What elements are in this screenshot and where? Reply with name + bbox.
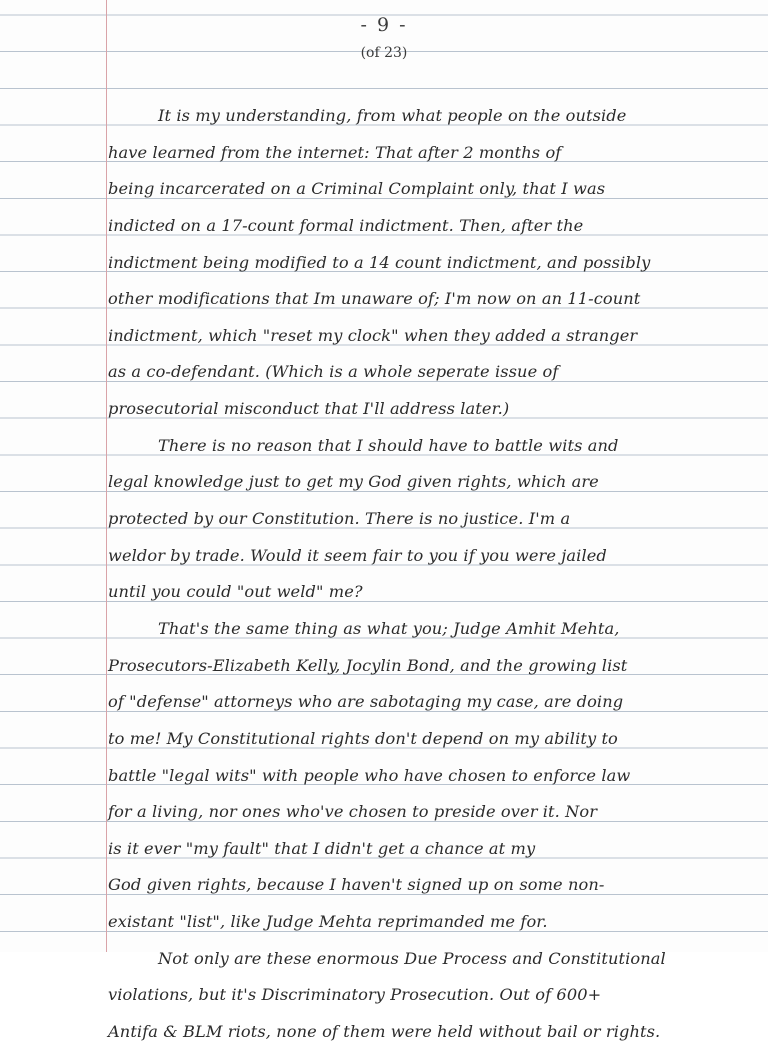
red-margin-line — [106, 0, 107, 952]
text-line: battle "legal wits" with people who have chosen to enforce law — [108, 765, 631, 785]
page-total: (of 23) — [360, 45, 408, 61]
text-line: That's the same thing as what you; Judge Amhit Mehta, — [158, 618, 620, 638]
text-line: is it ever "my fault" that I didn't get a chance at my — [108, 838, 536, 858]
text-line: indictment being modified to a 14 count indictment, and possibly — [108, 252, 651, 272]
text-line: prosecutorial misconduct that I'll address later.) — [108, 399, 510, 419]
text-line: Not only are these enormous Due Process and Constitutional — [158, 948, 666, 968]
text-line: to me! My Constitutional rights don't depend on my ability to — [108, 728, 618, 748]
text-line: for a living, nor ones who've chosen to preside over it. Nor — [108, 802, 598, 822]
text-line: indictment, which "reset my clock" when they added a stranger — [108, 325, 638, 345]
text-line: weldor by trade. Would it seem fair to you if you were jailed — [108, 545, 607, 565]
text-line: of "defense" attorneys who are sabotaging my case, are doing — [108, 692, 624, 712]
text-line: until you could "out weld" me? — [108, 582, 363, 602]
text-line: legal knowledge just to get my God given rights, which are — [108, 472, 599, 492]
text-line: It is my understanding, from what people on the outside — [158, 106, 627, 125]
text-line: protected by our Constitution. There is no justice. I'm a — [108, 509, 571, 529]
text-line: violations, but it's Discriminatory Prosecution. Out of 600+ — [108, 985, 602, 1005]
text-line: existant "list", like Judge Mehta reprimanded me for. — [108, 912, 548, 932]
text-line: Prosecutors-Elizabeth Kelly, Jocylin Bond, and the growing list — [108, 655, 628, 675]
text-line: God given rights, because I haven't signed up on some non- — [108, 875, 605, 895]
text-line: indicted on a 17-count formal indictment. Then, after the — [108, 215, 584, 235]
text-line: have learned from the internet: That after 2 months of — [108, 142, 562, 162]
page-number: - 9 - — [360, 14, 408, 36]
text-line: Antifa & BLM riots, none of them were held without bail or rights. — [108, 1022, 661, 1042]
text-line: as a co-defendant. (Which is a whole seperate issue of — [108, 362, 559, 382]
text-line: other modifications that Im unaware of; I'm now on an 11-count — [108, 289, 641, 309]
text-line: being incarcerated on a Criminal Complaint only, that I was — [108, 179, 606, 199]
letter-body — [108, 98, 708, 1051]
text-line: There is no reason that I should have to battle wits and — [158, 435, 619, 455]
